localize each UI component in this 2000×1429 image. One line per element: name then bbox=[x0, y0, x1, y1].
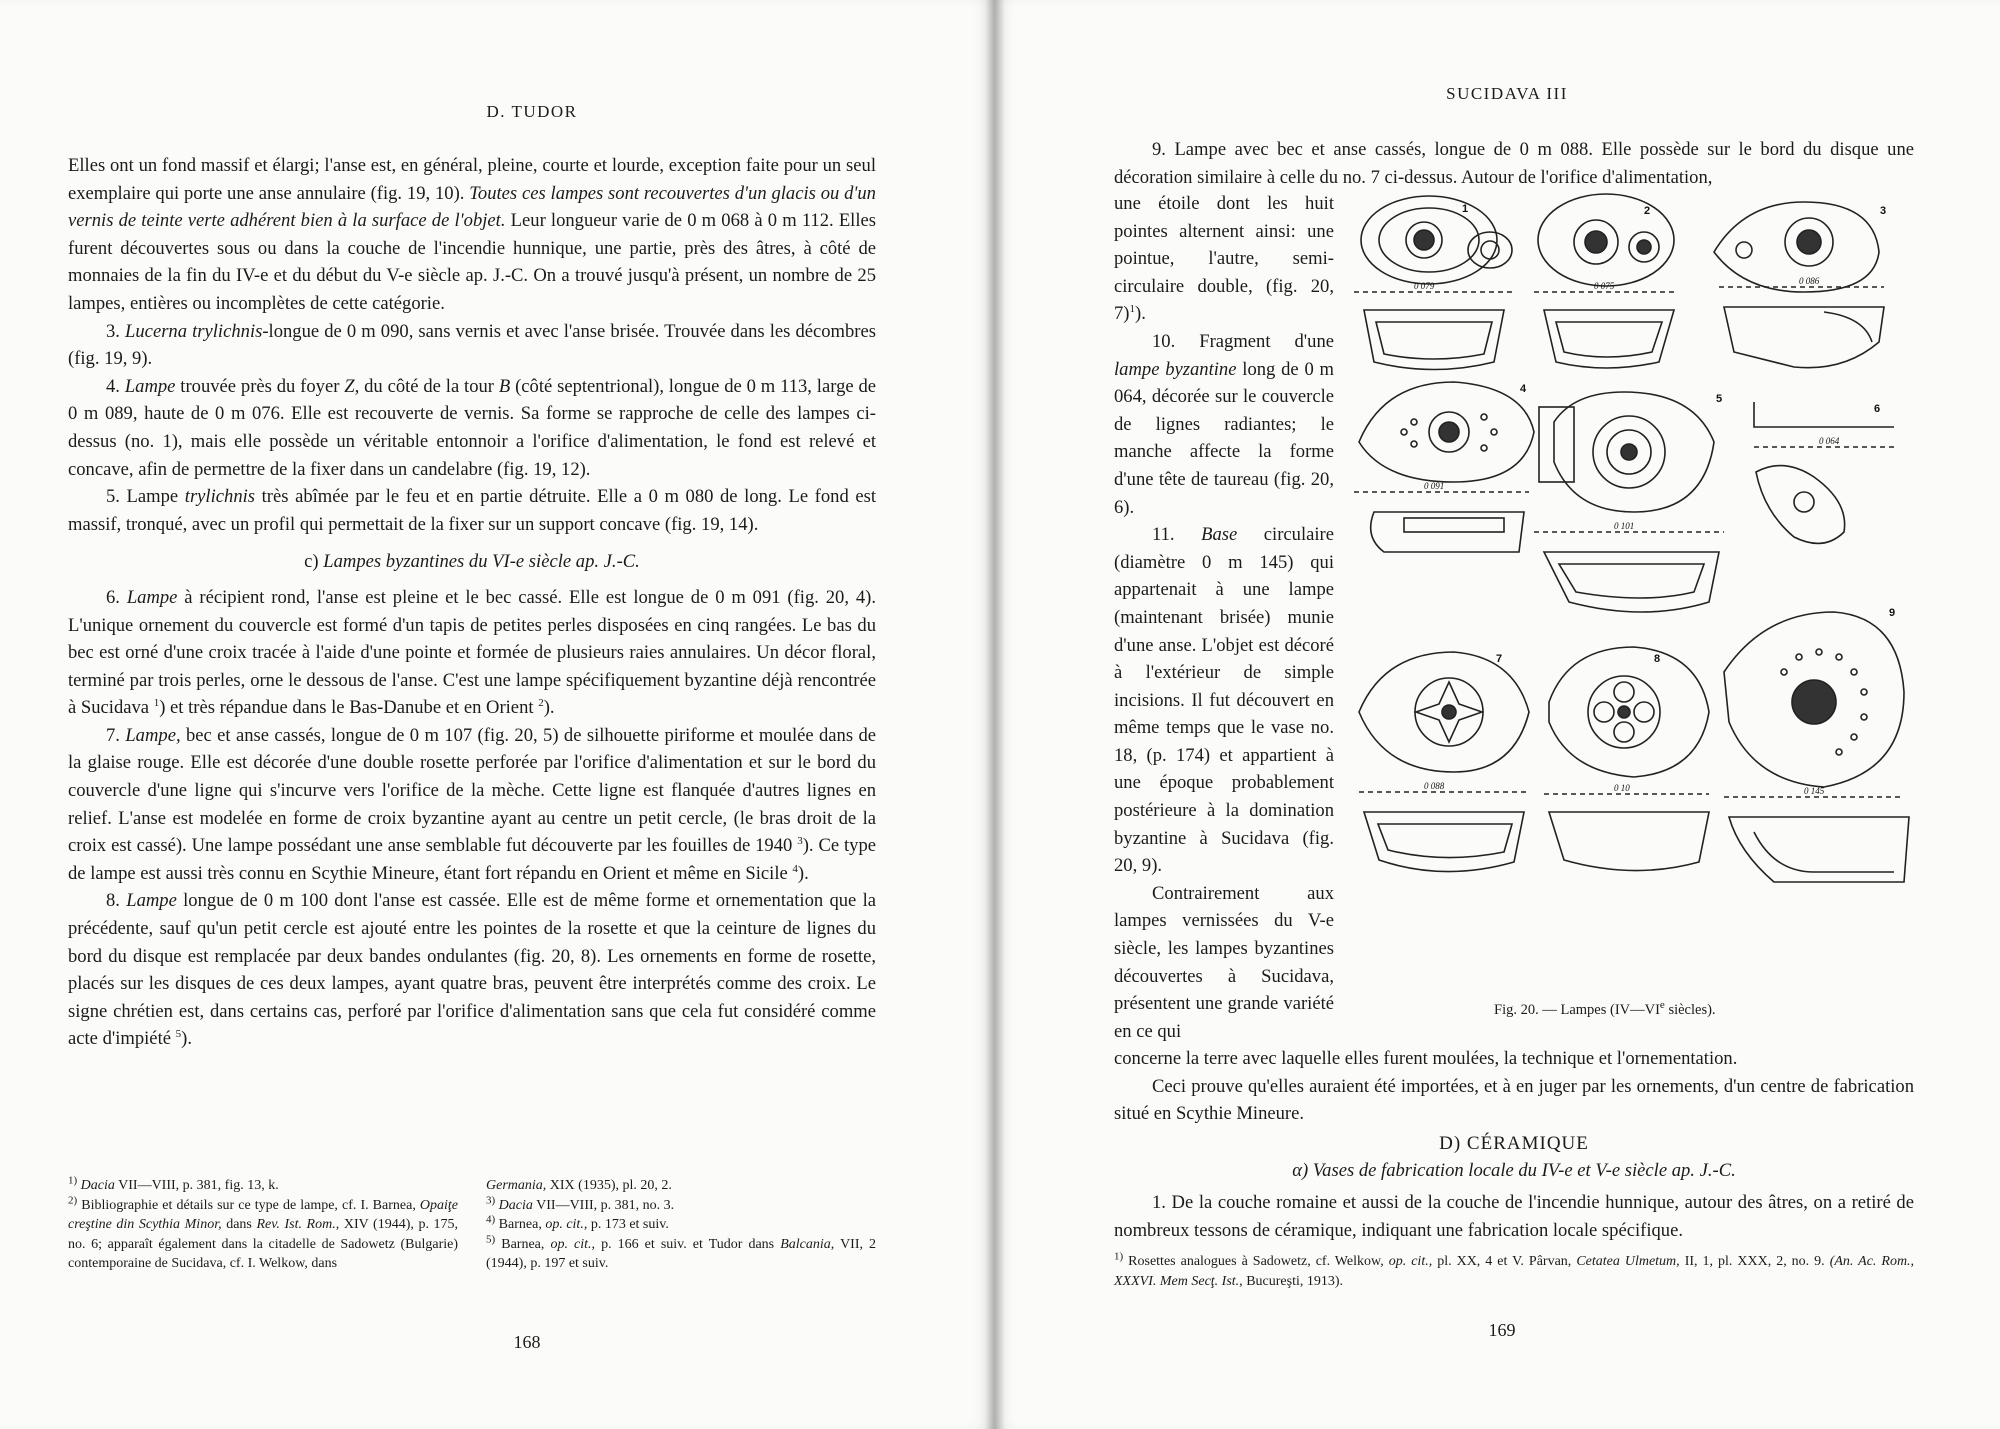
right-narrow-column bbox=[1114, 190, 1334, 1045]
paragraph-12-cont: concerne la terre avec laquelle elles furent moulées, la technique et l'ornementation. bbox=[1114, 1048, 1738, 1069]
paragraph-10: 10. Fragment d'une lampe byzantine long de 0 m 064, décorée sur le couvercle de lignes radiantes; le manche affecte la forme d'une tête de taureau (fig. 20, 6). bbox=[1114, 330, 1334, 518]
footnote-2: $^{2)}$ Bibliographie et détails sur ce type de lampe, cf. I. Barnea, Opaiţe creştine din Scythia Minor, dans Rev. Ist. Rom., XIV (1944), p. 175, no. 6; apparaît également dans la citadelle de Sadowetz (Bulgarie) contemporaine de Sucidava, cf. I. Welkow, dans bbox=[68, 1193, 459, 1272]
page-number-right: 169 bbox=[1488, 1320, 1516, 1340]
lamp-6-drawing bbox=[1754, 402, 1894, 543]
left-page bbox=[0, 0, 994, 1429]
footnotes-col-1 bbox=[68, 1176, 458, 1274]
footnote-2-continued: Germania, XIX (1935), pl. 20, 2. bbox=[486, 1178, 672, 1193]
paragraph-8: 8. Lampe longue de 0 m 100 dont l'anse est cassée. Elle est de même forme et ornementation que la précédente, sauf qu'un petit cercle est ajouté entre les pointes de la rosette et que la ceinture de lignes du bord du disque est remplacée par deux bandes ondulantes (fig. 20, 8). Les ornements en forme de rosette, placés sur les disques de ces deux lampes, ayant quatre bras, peuvent être interprétés comme des croix. Le signe chrétien est, dans certains cas, perforé par l'orifice d'alimentation sans que cela fut considéré comme acte d'impiété $^5$). bbox=[68, 890, 877, 1050]
lamp-label-4: 4 bbox=[1520, 383, 1527, 395]
paragraph-4: 4. Lampe trouvée près du foyer Z, du côté de la tour B (côté septentrional), longue de 0 m 113, large de 0 m 089, haute de 0 m 076. Elle est recouverte de vernis. Sa forme se rapproche de celle des lampes ci-dessus (no. 1), mais elle possède un véritable entonnoir a l'orifice d'alimentation, le fond est relevé et concave, afin de permettre de la fixer dans un candelabre (fig. 19, 12). bbox=[68, 375, 877, 480]
lamp-label-1: 1 bbox=[1462, 203, 1469, 215]
lamp-label-3: 3 bbox=[1880, 205, 1887, 217]
paragraph-3: 3. Lucerna trylichnis-longue de 0 m 090, sans vernis et avec l'anse brisée. Trouvée dans les décombres (fig. 19, 9). bbox=[68, 320, 876, 370]
paragraph-12: Contrairement aux lampes vernissées du V-e siècle, les lampes byzantines découvertes à Sucidava, présentent une grande variété en ce qui bbox=[1114, 882, 1334, 1042]
paragraph-9: 9. Lampe avec bec et anse cassés, longue de 0 m 088. Elle possède sur le bord du disque une décoration similaire à celle du no. 7 ci-dessus. Autour de l'orifice d'alimentation, bbox=[1114, 139, 1914, 188]
lamp-4-drawing bbox=[1354, 382, 1534, 552]
dim-label-1: 0 079 bbox=[1414, 281, 1435, 291]
dim-label-3: 0 086 bbox=[1799, 276, 1820, 286]
dim-label-4: 0 091 bbox=[1424, 481, 1445, 491]
paragraph-1: Elles ont un fond massif et élargi; l'anse est, en général, pleine, courte et lourde, exception faite pour un seul exemplaire qui porte une anse annulaire (fig. 19, 10). Toutes ces lampes sont recouvertes d'un glacis ou d'un vernis de teinte verte adhérent bien à la surface de l'objet. Leur longueur varie de 0 m 068 à 0 m 112. Elles furent découvertes sous ou dans la couche de l'incendie hunnique, une partie, près des âtres, à côté de monnaies de la fin du IV-e et du début du V-e siècle ap. J.-C. On a trouvé jusqu'à présent, un nombre de 25 lampes, entières ou incomplètes de cette catégorie. bbox=[68, 155, 877, 314]
lamp-label-7: 7 bbox=[1496, 653, 1503, 665]
lamp-label-8: 8 bbox=[1654, 653, 1661, 665]
dim-label-5: 0 101 bbox=[1614, 521, 1635, 531]
dim-label-8: 0 10 bbox=[1614, 783, 1630, 793]
paragraph-14: 1. De la couche romaine et aussi de la couche de l'incendie hunnique, autour des âtres, on a retiré de nombreux tessons de céramique, indiquant une fabrication locale spécifique. bbox=[1114, 1191, 1914, 1241]
section-title-ceramique: D) CÉRAMIQUE bbox=[1439, 1132, 1589, 1154]
lamp-8-drawing bbox=[1544, 647, 1709, 871]
footnotes-col-2 bbox=[486, 1176, 876, 1274]
lamp-label-5: 5 bbox=[1716, 393, 1723, 405]
book-gutter bbox=[985, 0, 1005, 1429]
figure-20-lamps bbox=[1344, 192, 1914, 1024]
left-page-body bbox=[68, 152, 876, 1053]
paragraph-9-intro bbox=[1114, 136, 1914, 191]
paragraph-13: Ceci prouve qu'elles auraient été importées, et à en juger par les ornements, d'un centre de fabrication situé en Scythie Mineure. bbox=[1114, 1075, 1914, 1125]
figure-caption: Fig. 20. — Lampes (IV—VIe siècles). bbox=[1494, 999, 1716, 1018]
paragraph-6: 6. Lampe à récipient rond, l'anse est pleine et le bec cassé. Elle est longue de 0 m 091 (fig. 20, 4). L'unique ornement du couvercle est formé d'un tapis de petites perles disposées en cinq rangées. Le bas du bec est orné d'une croix tracée à l'aide d'une pointe et formée de plusieurs raies annulaires. Un décor floral, terminé par trois perles, orne le dessous de l'anse. C'est une lampe spécifiquement byzantine déjà rencontrée à Sucidava $^1$) et très répandue dans le Bas-Danube et en Orient $^2$). bbox=[68, 586, 876, 719]
lamp-7-drawing bbox=[1359, 652, 1529, 872]
lamp-5-drawing bbox=[1534, 392, 1724, 612]
footnote-3: $^{3)}$ Dacia VII—VIII, p. 381, no. 3. bbox=[486, 1193, 675, 1213]
paragraph-11: 11. Base circulaire (diamètre 0 m 145) qui appartenait à une lampe (maintenant brisée) munie d'une anse. L'objet est décoré à l'extérieur de simple incisions. Il fut découvert en même temps que le vase no. 18, (p. 174) et appartient à une époque probablement postérieure à la domination byzantine à Sucidava (fig. 20, 9). bbox=[1114, 524, 1334, 877]
section-subtitle: α) Vases de fabrication locale du IV-e et V-e siècle ap. J.-C. bbox=[1292, 1160, 1736, 1182]
paragraph-7: 7. Lampe, bec et anse cassés, longue de 0 m 107 (fig. 20, 5) de silhouette piriforme et moulée dans de la glaise rouge. Elle est décorée d'une double rosette perforée par l'orifice d'alimentation et sur le bord du couvercle d'une ligne qui s'incurve vers l'orifice de la mèche. Cette ligne est flanquée d'autres lignes en relief. L'anse est modelée en forme de croix byzantine ayant au centre un petit cercle, (le bras droit de la croix est cassé). Une lampe possédant une anse semblable fut découverte par les fouilles de 1940 $^3$). Ce type de lampe est aussi très connu en Scythie Mineure, étant fort répandu en Orient et même en Sicile $^4$). bbox=[68, 724, 877, 884]
lamp-label-2: 2 bbox=[1644, 205, 1651, 217]
dim-label-7: 0 088 bbox=[1424, 781, 1445, 791]
right-footnote: $^{1)}$ Rosettes analogues à Sadowetz, cf. Welkow, op. cit., pl. XX, 4 et V. Pârvan, Cetatea Ulmetum, II, 1, pl. XXX, 2, no. 9. (An. Ac. Rom., XXXVI. Mem Secţ. Ist., Bucureşti, 1913). bbox=[1114, 1250, 1915, 1289]
paragraph-9-cont: une étoile dont les huit pointes alternent ainsi: une pointue, l'autre, semi-circulaire double, (fig. 20, 7)$^1$). bbox=[1114, 193, 1334, 325]
running-head-right: SUCIDAVA III bbox=[1446, 84, 1568, 103]
lamp-label-9: 9 bbox=[1889, 607, 1896, 619]
lamp-label-6: 6 bbox=[1874, 403, 1881, 415]
dim-label-2: 0 075 bbox=[1594, 281, 1615, 291]
subheading-byzantine-lamps: c) Lampes byzantines du VI-e siècle ap. J.-C. bbox=[304, 551, 640, 573]
running-head-left: D. TUDOR bbox=[486, 102, 578, 121]
page-number-left: 168 bbox=[513, 1332, 541, 1352]
footnote-4: $^{4)}$ Barnea, op. cit., p. 173 et suiv. bbox=[486, 1213, 669, 1233]
dim-label-9: 0 145 bbox=[1804, 786, 1825, 796]
footnote-1: $^{1)}$ Dacia VII—VIII, p. 381, fig. 13, k. bbox=[68, 1174, 279, 1193]
lamp-9-drawing bbox=[1724, 612, 1909, 882]
dim-label-6: 0 064 bbox=[1819, 436, 1840, 446]
right-page bbox=[994, 0, 2000, 1429]
right-lower-text bbox=[1114, 1045, 1914, 1244]
paragraph-5: 5. Lampe trylichnis très abîmée par le feu et en partie détruite. Elle a 0 m 080 de long. Le fond est massif, tronqué, avec un profil qui permettait de la fixer sur un support concave (fig. 19, 14). bbox=[68, 486, 877, 535]
lamp-drawings bbox=[1344, 192, 1914, 992]
left-footnotes bbox=[68, 1176, 876, 1274]
footnote-5: $^{5)}$ Barnea, op. cit., p. 166 et suiv. et Tudor dans Balcania, VII, 2 (1944), p. 197 et suiv. bbox=[486, 1233, 877, 1272]
